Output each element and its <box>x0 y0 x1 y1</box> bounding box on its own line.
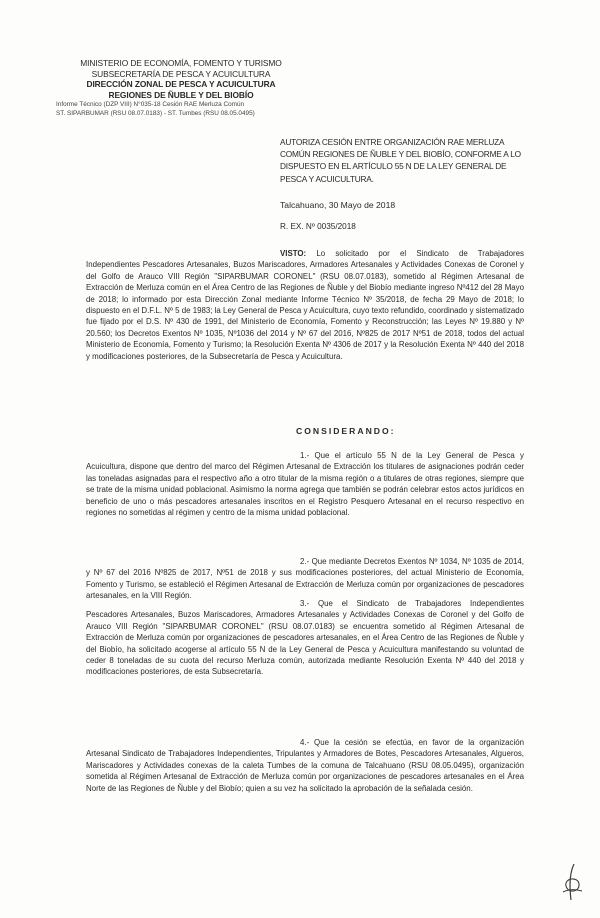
paragraph-2 <box>86 556 524 602</box>
paragraph-1 <box>86 450 524 518</box>
zonal-direction-name: DIRECCIÓN ZONAL DE PESCA Y ACUICULTURA <box>86 79 276 90</box>
paragraph-1-text: 1.- Que el artículo 55 N de la Ley General de Pesca y Acuicultura, dispone que dentro del marco del Régimen Artesanal de Extracción los titulares de asignaciones podrán ceder las toneladas asignadas para el respectivo año a otro titular de la misma región o a titulares de otras regiones, siempre que se trate de la misma unidad poblacional. Asimismo la norma agrega que también se podrán celebrar estos actos jurídicos en beneficio de uno o más pescadores artesanales inscritos en el Registro Pesquero Artesanal en el recurso respectivo en regiones no sometidas al régimen y centro de la misma unidad poblacional. <box>86 451 524 518</box>
paragraph-2-text: 2.- Que mediante Decretos Exentos Nº 1034, Nº 1035 de 2014, y Nº 67 del 2016 Nº825 de 2017, Nº51 de 2018 y sus modificaciones posteriores, del actual Ministerio de Economía, Fomento y Turismo, se estableció el Régimen Artesanal de Extracción de Merluza común por organizaciones de pescadores artesanales, en la VIII Región. <box>86 557 524 601</box>
signature-initials-icon <box>560 862 584 902</box>
paragraph-3 <box>86 598 524 678</box>
regions-name: REGIONES DE ÑUBLE Y DEL BIOBÍO <box>108 89 254 100</box>
visto-label: VISTO: <box>280 249 307 258</box>
place-date: Talcahuano, 30 Mayo de 2018 <box>280 200 396 210</box>
visto-section <box>86 248 524 362</box>
organizations-reference: ST. SIPARBUMAR (RSU 08.07.0183) - ST. Tumbes (RSU 08.05.0495) <box>56 110 255 118</box>
paragraph-4-text: 4.- Que la cesión se efectúa, en favor de la organización Artesanal Sindicato de Trabajadores Independientes, Tripulantes y Armadores de Botes, Pescadores Artesanales, Algueros, Mariscadores y Actividades conexas de la caleta Tumbes de la comuna de Talcahuano (RSU 08.05.0495), organización sometida al Régimen Artesanal de Extracción de Merluza común por organizaciones de pescadores artesanales en el Área Norte de las Regiones de Ñuble y del Biobío; quien a su vez ha solicitado la aprobación de la señalada cesión. <box>86 738 524 793</box>
letterhead <box>56 58 306 118</box>
paragraph-3-text: 3.- Que el Sindicato de Trabajadores Independientes Pescadores Artesanales, Buzos Mariscadores, Armadores Artesanales y Actividades Conexas de Coronel y del Golfo de Arauco VIII Región "SIPARBUMAR CORONEL" (RSU 08.07.0183) se encuentra sometido al Régimen Artesanal de Extracción de Merluza común por organizaciones de pescadores artesanales, en el Área Centro de las Regiones de Ñuble y del Biobío, ha solicitado acogerse al artículo 55 N de la Ley General de Pesca y Acuicultura manifestando su voluntad de ceder 8 toneladas de su cuota del recurso Merluza común, autorizada mediante Resolución Exenta Nº 440 del 2018 y modificaciones posteriores, de esta Subsecretaría. <box>86 599 524 677</box>
visto-text: Lo solicitado por el Sindicato de Trabajadores Independientes Pescadores Artesanales, Buzos Mariscadores, Armadores Artesanales y Actividades Conexas de Coronel y del Golfo de Arauco VIII Región "SIPARBUMAR CORONEL" (RSU 08.07.0183), sometido al Régimen Artesanal de Extracción de Merluza común en el Área Centro de las Regiones de Ñuble y del Biobío mediante ingreso Nº412 del 28 Mayo de 2018; lo informado por esta Dirección Zonal mediante Informe Técnico Nº 35/2018, de fecha 29 Mayo de 2018; lo dispuesto en el D.F.L. Nº 5 de 1983; la Ley General de Pesca y Acuicultura, cuyo texto refundido, coordinado y sistematizado fue fijado por el D.S. Nº 430 de 1991, del Ministerio de Economía, Fomento y Reconstrucción; las Leyes Nº 19.880 y Nº 20.560; los Decretos Exentos Nº 1035, Nº1036 del 2014 y Nº 67 del 2016, Nº825 de 2017 Nº51 de 2018, todos del actual Ministerio de Economía, Fomento y Turismo; la Resolución Exenta Nº 4306 de 2017 y la Resolución Exenta Nº 440 del 2018 y modificaciones posteriores, de la Subsecretaría de Pesca y Acuicultura. <box>86 249 524 361</box>
paragraph-4 <box>86 737 524 794</box>
report-reference: Informe Técnico (DZP VIII) N°035-18 Cesión RAE Merluza Común <box>56 101 245 109</box>
ministry-name: MINISTERIO DE ECONOMÍA, FOMENTO Y TURISMO <box>80 58 282 68</box>
subsecretariat-name: SUBSECRETARÍA DE PESCA Y ACUICULTURA <box>91 68 271 79</box>
resolution-number: R. EX. Nº 0035/2018 <box>280 222 356 231</box>
resolution-summary: AUTORIZA CESIÓN ENTRE ORGANIZACIÓN RAE MERLUZA COMÚN REGIONES DE ÑUBLE Y DEL BIOBÍO, CONFORME A LO DISPUESTO EN EL ARTÍCULO 55 N DE LA LEY GENERAL DE PESCA Y ACUICULTURA. <box>280 137 521 184</box>
considerando-heading: CONSIDERANDO: <box>296 426 396 436</box>
